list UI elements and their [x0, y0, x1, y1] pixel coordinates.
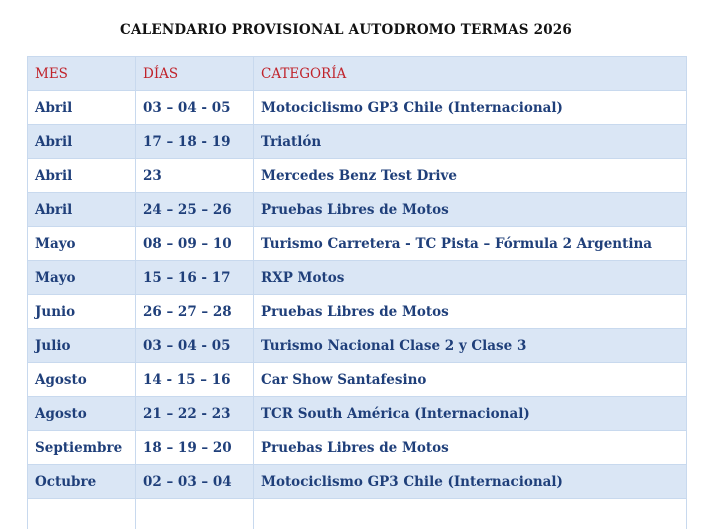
cell-mes: Julio — [28, 329, 136, 363]
cell-dias: 15 – 16 - 17 — [136, 261, 254, 295]
cell-dias: 17 – 18 - 19 — [136, 125, 254, 159]
cell-categoria: Turismo Carretera - TC Pista – Fórmula 2 Argentina — [254, 227, 687, 261]
cell-dias: 02 – 03 – 04 — [136, 465, 254, 499]
cell-categoria: Pruebas Libres de Motos — [254, 431, 687, 465]
cell-mes: Agosto — [28, 397, 136, 431]
column-header-dias: DÍAS — [136, 57, 254, 91]
table-row — [28, 397, 687, 431]
cell-mes: Mayo — [28, 227, 136, 261]
cell-categoria: TCR South América (Internacional) — [254, 397, 687, 431]
cell-mes: Agosto — [28, 363, 136, 397]
cell-categoria: RXP Motos — [254, 261, 687, 295]
table-row — [28, 431, 687, 465]
calendar-table — [27, 56, 687, 529]
column-header-mes: MES — [28, 57, 136, 91]
cell-mes: Abril — [28, 125, 136, 159]
cell-dias: 24 – 25 – 26 — [136, 193, 254, 227]
cell-mes: Junio — [28, 295, 136, 329]
cell-dias: 21 – 22 - 23 — [136, 397, 254, 431]
table-row — [28, 193, 687, 227]
table-header-row — [28, 57, 687, 91]
cell-categoria: Pruebas Libres de Motos — [254, 295, 687, 329]
page-title: CALENDARIO PROVISIONAL AUTODROMO TERMAS 2026 — [0, 22, 692, 38]
cell-dias: 03 – 04 - 05 — [136, 91, 254, 125]
cell-mes: Abril — [28, 159, 136, 193]
cell-dias: 08 – 09 – 10 — [136, 227, 254, 261]
cell-dias: 03 – 04 - 05 — [136, 329, 254, 363]
cell-mes: Abril — [28, 193, 136, 227]
cell-categoria: Pruebas Libres de Motos — [254, 193, 687, 227]
table-row — [28, 159, 687, 193]
column-header-categoria: CATEGORÍA — [254, 57, 687, 91]
cell-mes: Septiembre — [28, 431, 136, 465]
cell-dias: 18 – 19 – 20 — [136, 431, 254, 465]
table-row — [28, 91, 687, 125]
table-row — [28, 295, 687, 329]
cell-categoria: Motociclismo GP3 Chile (Internacional) — [254, 91, 687, 125]
table-row-empty — [28, 499, 687, 529]
cell-empty — [254, 499, 687, 529]
cell-empty — [28, 499, 136, 529]
cell-dias: 14 - 15 – 16 — [136, 363, 254, 397]
cell-categoria: Car Show Santafesino — [254, 363, 687, 397]
cell-categoria: Motociclismo GP3 Chile (Internacional) — [254, 465, 687, 499]
table-row — [28, 329, 687, 363]
cell-mes: Abril — [28, 91, 136, 125]
table-row — [28, 227, 687, 261]
cell-mes: Octubre — [28, 465, 136, 499]
table-row — [28, 261, 687, 295]
cell-dias: 26 – 27 – 28 — [136, 295, 254, 329]
cell-categoria: Mercedes Benz Test Drive — [254, 159, 687, 193]
cell-categoria: Triatlón — [254, 125, 687, 159]
cell-empty — [136, 499, 254, 529]
table-row — [28, 363, 687, 397]
table-row — [28, 125, 687, 159]
cell-dias: 23 — [136, 159, 254, 193]
cell-mes: Mayo — [28, 261, 136, 295]
cell-categoria: Turismo Nacional Clase 2 y Clase 3 — [254, 329, 687, 363]
table-row — [28, 465, 687, 499]
